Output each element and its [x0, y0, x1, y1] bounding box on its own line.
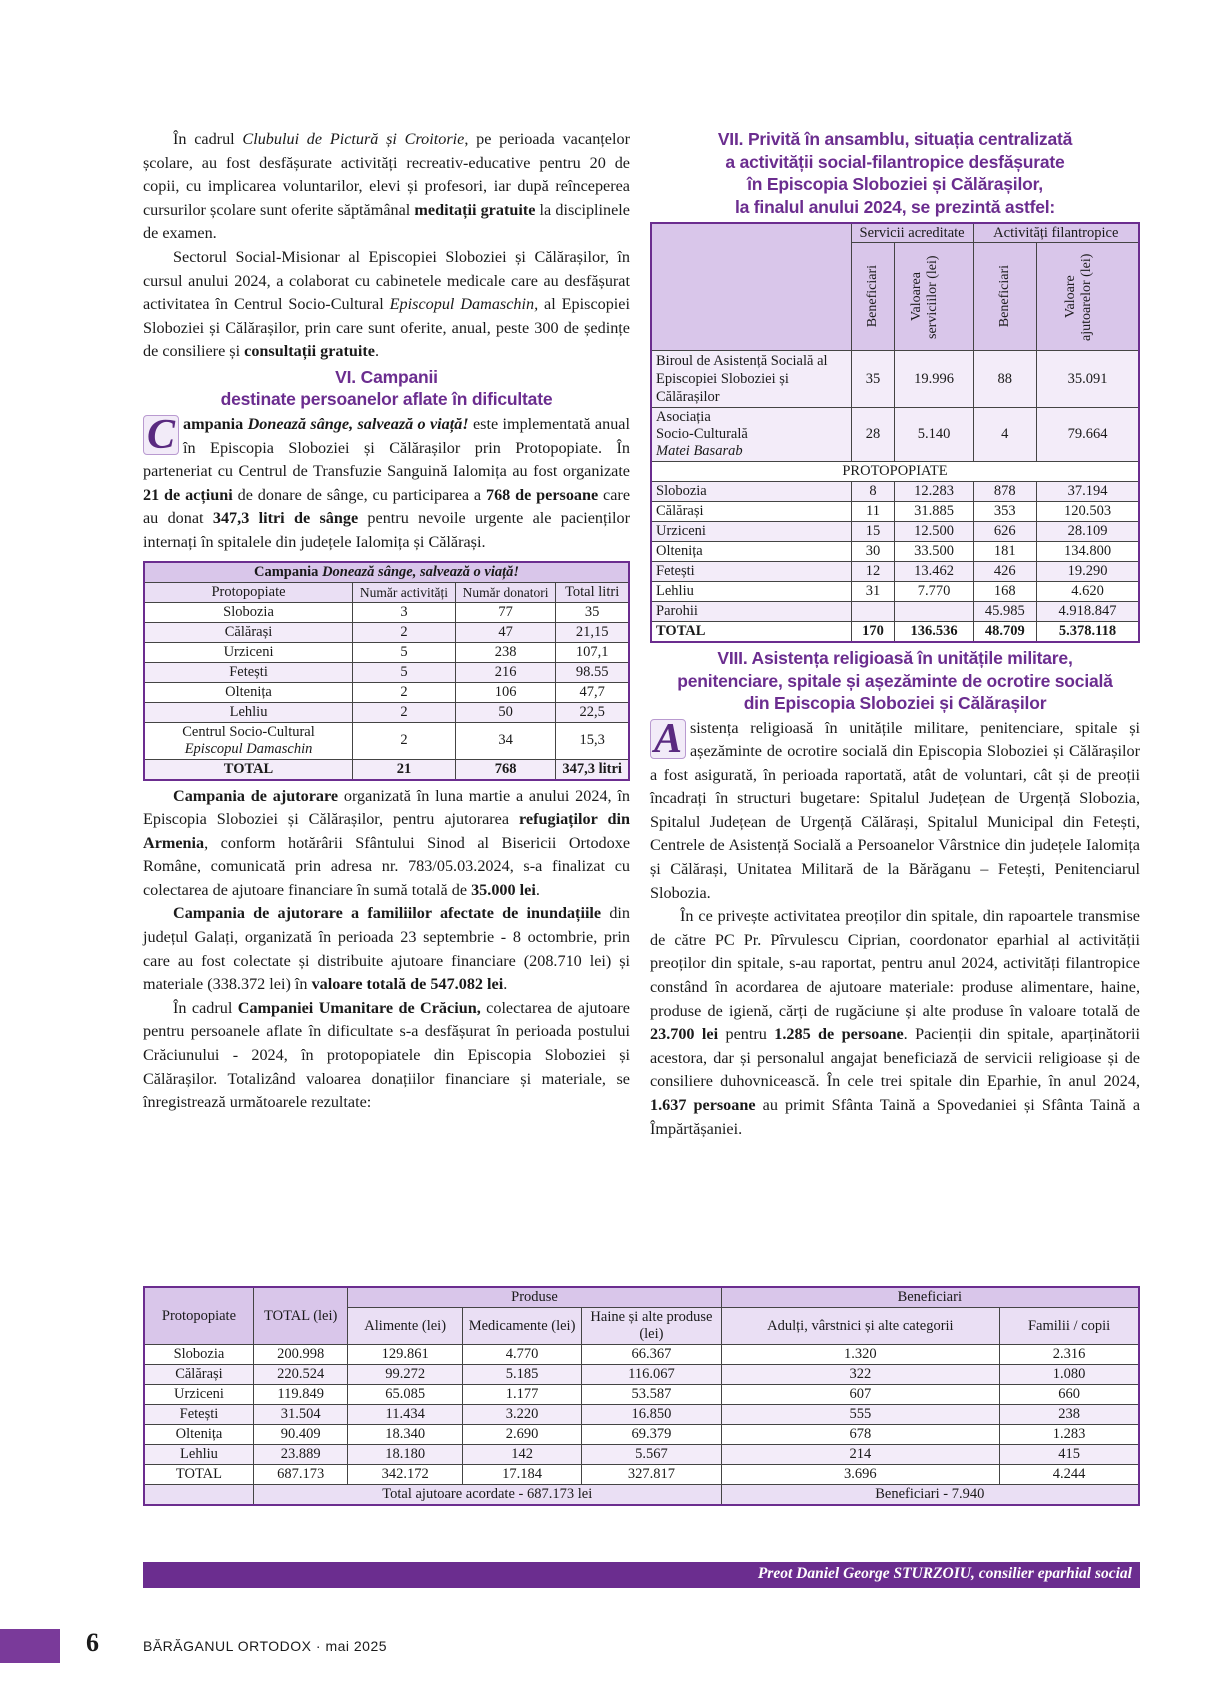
table-row: Călărași 220.524 99.272 5.185 116.067 322 1.080 — [144, 1365, 1139, 1385]
header-total: TOTAL (lei) — [253, 1287, 348, 1345]
paragraph-hospitals: În ce privește activitatea preoților din spitale, din rapoartele transmise de către PC Pr. Pîrvulescu Ciprian, coordonator eparhial al activității preoților din spitale, s-au raportat, pentru anul 2024, activități filantropice constând în acordarea de ajutoare materiale: produse alimentare, haine, produse de igienă, cărți de rugăciune și alte produse în valoare totală de 23.700 lei pentru 1.285 de persoane. Pacienții din spitale, aparținătorii acestora, dar și personalul angajat beneficiază de servicii religioase și de consiliere duhovnicească. În cele trei spitale din Eparhie, în anul 2024, 1.637 persoane au primit Sfânta Taină a Spovedaniei și Sfânta Taină a Împărtășaniei. — [650, 907, 1141, 1138]
blood-header: Protopopiate — [144, 582, 353, 602]
section-7-heading: VII. Privită în ansamblu, situația centralizată a activității social-filantropice desfășurate în Episcopia Sloboziei și Călărașilor, la finalul anului 2024, se prezintă astfel: — [717, 129, 1073, 217]
table-row: Fetești 31.504 11.434 3.220 16.850 555 238 — [144, 1405, 1139, 1425]
footer-accent-bar — [0, 1629, 60, 1663]
table-row: Fetești 12 13.462 426 19.290 — [651, 562, 1139, 582]
table-row-total: TOTAL 687.173 342.172 17.184 327.817 3.696 4.244 — [144, 1465, 1139, 1485]
header-produse: Produse — [348, 1287, 721, 1308]
header-beneficiari: Beneficiari — [721, 1287, 1139, 1308]
summary-table — [650, 222, 1140, 643]
group-header-services: Servicii acreditate — [851, 223, 973, 243]
header-haine: Haine și alte produse (lei) — [582, 1308, 721, 1345]
signature-bar: Preot Daniel George STURZOIU, consilier eparhial social — [143, 1562, 1140, 1588]
table-row: Călărași 11 31.885 353 120.503 — [651, 502, 1139, 522]
table-row: Oltenița 90.409 18.340 2.690 69.379 678 1.283 — [144, 1425, 1139, 1445]
dropcap-c: C — [143, 415, 179, 455]
blood-donation-table — [143, 561, 630, 781]
summary-corner — [651, 223, 851, 351]
page-number: 6 — [86, 1628, 99, 1657]
header-beneficiari: Beneficiari — [865, 265, 881, 328]
blood-header: Total litri — [556, 582, 629, 602]
section-8-heading: VIII. Asistența religioasă în unitățile militare, penitenciare, spitale și așezăminte de ocrotire socială din Episcopia Sloboziei și Călărașilor — [677, 648, 1113, 713]
blood-header: Număr activități — [353, 582, 456, 602]
paragraph-floods: Campania de ajutorare a familiilor afectate de inundațiile din județul Galați, organizată în perioada 23 septembrie - 8 octombrie, prin care au fost colectate și distribuite ajutoare financiare (208.710 lei) și materiale (338.372 lei) în valoare totală de 547.082 lei. — [143, 904, 631, 994]
table-row: Centrul Socio-Cultural Episcopul Damaschin 2 34 15,3 — [144, 722, 629, 759]
header-alimente: Alimente (lei) — [348, 1308, 462, 1345]
table-row: Lehliu 2 50 22,5 — [144, 702, 629, 722]
group-header-philanthropy: Activități filantropice — [973, 223, 1139, 243]
christmas-campaign-table-wrap — [143, 1286, 1140, 1506]
table-row-total: TOTAL 170 136.536 48.709 5.378.118 — [651, 622, 1139, 643]
table-row: Slobozia 200.998 129.861 4.770 66.367 1.320 2.316 — [144, 1345, 1139, 1365]
table-footer-row — [144, 1485, 1139, 1506]
header-beneficiari: Beneficiari — [996, 265, 1012, 328]
total-ajutoare: Total ajutoare acordate - 687.173 lei — [253, 1485, 721, 1506]
paragraph-religious-assistance: A sistența religioasă în unitățile militare, penitenciare, spitale și așezăminte de ocrotire socială din Episcopia Sloboziei și Călărașilor a fost asigurată, în perioada raportată, atât de voluntari, cât și de preoții încadrați în structuri bugetare: Spitalul Județean de Urgență Slobozia, Spitalul Județean de Urgență Călărași, Spitalul Municipal din Fetești, Centrele de Asistență Socială a Persoanelor Vârstnice din județele Ialomița și Călărași, Unitatea Militară de la Bărăganu – Fetești, Penitenciarul Slobozia. — [650, 715, 1140, 902]
table-row: Urziceni 5 238 107,1 — [144, 642, 629, 662]
table-row: Lehliu 31 7.770 168 4.620 — [651, 582, 1139, 602]
table-row-total: TOTAL 21 768 347,3 litri — [144, 759, 629, 780]
header-familii: Familii / copii — [1000, 1308, 1139, 1345]
protopopiate-label: PROTOPOPIATE — [651, 462, 1139, 482]
table-row: Slobozia 3 77 35 — [144, 602, 629, 622]
paragraph-christmas: În cadrul Campaniei Umanitare de Crăciun, colectarea de ajutoare pentru persoanele aflate în dificultate s-a desfășurat în perioada postului Crăciunului - 2024, în protopopiatele din Episcopia Sloboziei și Călărașilor. Totalizând valoarea donațiilor financiare și materiale, se înregistrează următoarele rezultate: — [143, 998, 630, 1112]
table-row: Lehliu 23.889 18.180 142 5.567 214 415 — [144, 1445, 1139, 1465]
paragraph-armenia: Campania de ajutorare organizată în luna martie a anului 2024, în Episcopia Sloboziei și Călărașilor, pentru ajutorarea refugiaților din Armenia, conform hotărârii Sfântului Sinod al Bisericii Ortodoxe Române, comunicată prin adresa nr. 783/05.03.2024, s-a finalizat cu colectarea de ajutoare financiare în sumă totală de 35.000 lei. — [143, 786, 631, 899]
table-row: Oltenița 30 33.500 181 134.800 — [651, 542, 1139, 562]
table-row: Călărași 2 47 21,15 — [144, 622, 629, 642]
footer-publication: BĂRĂGANUL ORTODOX · mai 2025 — [143, 1638, 388, 1654]
dropcap-a: A — [650, 719, 686, 759]
table-row: Urziceni 119.849 65.085 1.177 53.587 607 660 — [144, 1385, 1139, 1405]
table-row: Parohii 45.985 4.918.847 — [651, 602, 1139, 622]
paragraph-blood-campaign: C ampania Donează sânge, salvează o viață! este implementată anual în Episcopia Sloboziei și Călărașilor prin Protopopiate. În parteneriat cu Centrul de Transfuzie Sanguină Ialomița au fost organizate 21 de acțiuni de donare de sânge, cu participarea a 768 de persoane care au donat 347,3 litri de sânge pentru nevoile urgente ale pacienților internați în spitalele din județele Ialomița și Călărași. — [143, 411, 631, 551]
total-beneficiari: Beneficiari - 7.940 — [721, 1485, 1139, 1506]
table-row: Slobozia 8 12.283 878 37.194 — [651, 482, 1139, 502]
header-valoare-ajutoare: Valoare ajutoarelor (lei) — [1062, 252, 1094, 341]
right-column — [650, 128, 1140, 1141]
table-row: Asociația Socio-Culturală Matei Basarab 28 5.140 4 79.664 — [651, 408, 1139, 462]
table-row: Urziceni 15 12.500 626 28.109 — [651, 522, 1139, 542]
table-row: Biroul de Asistență Socială al Episcopiei Sloboziei și Călărașilor 35 19.996 88 35.091 — [651, 351, 1139, 408]
header-valoare-servicii: Valoarea serviciilor (lei) — [909, 254, 941, 339]
header-adulti: Adulți, vârstnici și alte categorii — [721, 1308, 1000, 1345]
paragraph-sector: Sectorul Social-Misionar al Episcopiei Sloboziei și Călărașilor, în cursul anului 2024, a colaborat cu cabinetele medicale care au desfășurat activitatea în Centrul Socio-Cultural Episcopul Damaschin, al Episcopiei Sloboziei și Călărașilor, prin care sunt oferite, anual, peste 300 de ședințe de consiliere și consultații gratuite. — [143, 247, 630, 361]
left-column — [143, 128, 630, 1115]
blood-header: Număr donatori — [455, 582, 555, 602]
table-row: Fetești 5 216 98.55 — [144, 662, 629, 682]
header-medicamente: Medicamente (lei) — [462, 1308, 581, 1345]
blood-table-title: Campania Donează sânge, salvează o viață! — [144, 562, 629, 583]
section-6-heading: VI. Campanii destinate persoanelor aflate în dificultate — [220, 366, 553, 410]
paragraph-club: În cadrul Clubului de Pictură și Croitorie, pe perioada vacanțelor școlare, au fost desfășurate activități recreativ-educative pentru 20 de copii, cu implicarea voluntarilor, elevi și profesori, iar după reînceperea cursurilor școlare sunt oferite săptămânal meditații gratuite la disciplinele de examen. — [143, 130, 630, 243]
table-row: Oltenița 2 106 47,7 — [144, 682, 629, 702]
christmas-campaign-table — [143, 1286, 1140, 1506]
header-protopopiate: Protopopiate — [144, 1287, 253, 1345]
